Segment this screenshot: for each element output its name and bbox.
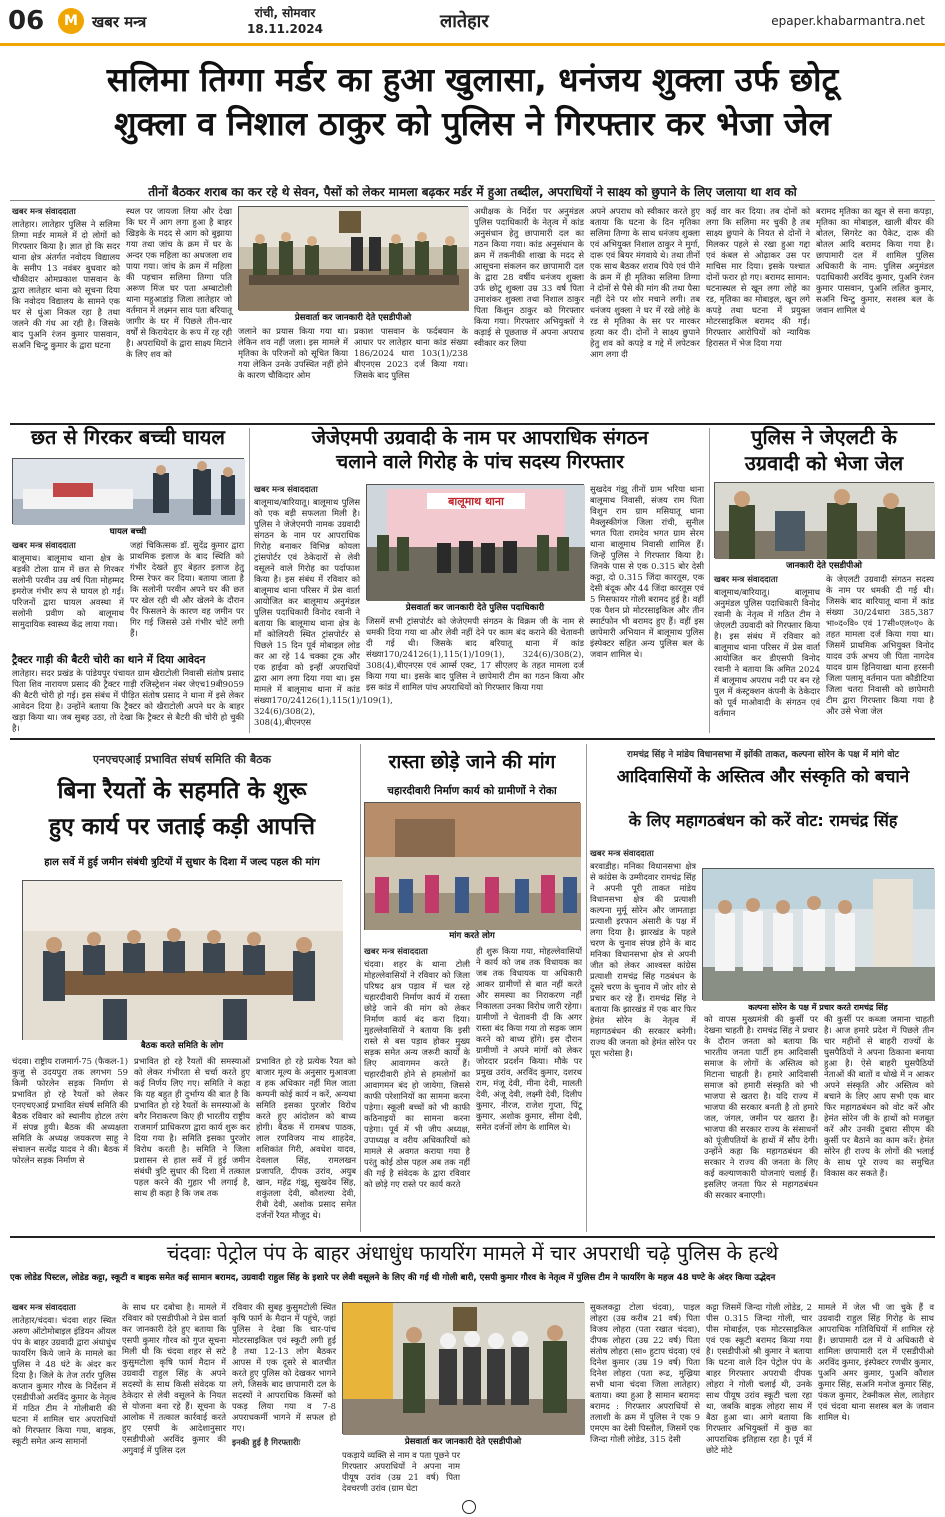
girl-text-2: जहां चिकित्सक डॉ. सुदेंद्र कुमार द्वारा प्राथमिक इलाज के बाद स्थिति को गंभीर देखते हुए बेहतर इलाज हेतु रिम्स रेफर कर दिया। बताया जाता है कि सलोनी परवीन अपने घर की छत पर खेल रही थी और खेलने के दौरान पैर फिसलने के कारण वह जमीन पर गिर गई जिससे उसे गंभीर चोटें लगी हैं। — [130, 540, 244, 638]
road-column-2 — [476, 946, 582, 1232]
lead-column-4 — [354, 326, 468, 420]
girl-photo — [12, 458, 244, 524]
lead-photo — [238, 206, 468, 310]
nhai-kicker: एनएचएआई प्रभावित संघर्ष समिति की बैठक — [93, 753, 271, 766]
villagers-protest-image — [365, 803, 581, 931]
firing-text-6: कट्टा जिसमें जिन्दा गोली लोडेड, 2 पीस 0.315 जिन्दा गोली, चार पीस मोबाईल, एक मोटरसाइकिल एवं एक स्कूटी बरामद किया गया है। एसडीपीओ श्री कुमार ने बताया कि घटना वाले दिन पेट्रोल पंप के बाहर गिरफ्तार अपराधी दीपक लोहरा ने गोली चलाई थी, उनके साथ पीयूष उरांव स्कूटी चला रहा था, जबकि बाइक लोहरा साथ में बैठा हुआ था। आगे बताया कि गिरफ्तार अभियुक्तों में कुछ का आपराधिक इतिहास रहा है। पूर्व में छोटे मोटे — [706, 1302, 812, 1455]
nhai-subhead: हाल सर्वे में हुई जमीन संबंधी त्रुटियों में सुधार के दिशा में जल्द पहल की मांग — [44, 857, 320, 868]
tribal-kicker: रामचंद्र सिंह ने मांडेय विधानसभा में झोंकी ताकत, कल्पना सोरेन के पक्ष में मांगे वोट — [626, 750, 900, 760]
press-conference-image — [239, 207, 469, 311]
station-sign: बालूमाथ थाना — [448, 495, 504, 508]
tractor-story-headline: ट्रैक्टर गाड़ी की बैटरी चोरी का थाने में दिया आवेदन — [12, 654, 206, 666]
column-rule — [249, 428, 250, 733]
meeting-image — [23, 881, 343, 1041]
tribal-text-2: को वापस मुख्यमंत्री की कुर्सी पर देखना चाहती है। रामचंद्र सिंह ने प्रचार के दौरान जनता को बताया कि भारतीय जनता पार्टी हम आदिवासी समाज के लोगों के अस्तित्व को मिटाना चाहती है। हमारे आदिवासी समाज को हमारी संस्कृति को भी भाजपा से खतरा है। यदि राज्य में भाजपा की सरकार बनती है तो हमारे जल, जंगल, जमीन पर खतरा है। भाजपा की सरकार राज्य के संसाधनों को पूंजीपतियों के हाथों में सौंप देगी। उन्होंने कहा कि महागठबंधन की सरकार ने राज्य की जनता के लिए कई कल्याणकारी योजनाएं चलाई हैं। इसलिए जनता फिर से महागठबंधन की सरकार बनाएगी। — [704, 1014, 818, 1200]
road-text-1: चंदवा। शहर के थाना टोली मोहल्लेवासियों ने रविवार को जिला परिषद क्षत्र पड़ाव में चल रहे चहारदीवारी निर्माण कार्य में रास्ता छोड़े जाने की मांग को लेकर निर्माण कार्य बंद करा दिया। मुहल्लेवासियों ने बताया कि इसी रास्ते से बस पड़ाव होकर मुख्य सड़क समेत अन्य जरूरी कार्यों के लिए आवागमन करते हैं। चहारदीवारी होने से हमलोगों का आवागमन बंद हो जायेगा, जिससे काफी परेशानियों का सामना करना पड़ेगा। स्कूली बच्चों को भी काफी कठिनाइयों का सामना करना पड़ेगा। पूर्व में भी जीप अध्यक्ष, उपाध्यक्ष व वरीय अधिकारियों को मामले से अवगत कराया गया है परंतु कोई ठोस पहल अब तक नहीं की गई है संवेदक के द्वारा रविवार को छोड़े गए रास्ते पर कार्य करते — [364, 959, 470, 1189]
arrested-accused-image — [343, 1303, 585, 1435]
tribal-column-1 — [590, 848, 697, 1058]
divider — [10, 1236, 935, 1238]
jjmp-column-1 — [254, 484, 393, 734]
registration-mark-icon — [462, 1500, 476, 1514]
girl-byline: खबर मन्त्र संवाददाता — [12, 540, 76, 550]
lead-headline-2: शुक्ला व निशाल ठाकुर को पुलिस ने गिरफ्तार कर भेजा जेल — [114, 104, 831, 143]
lead-column-2 — [126, 206, 232, 420]
firing-column-7 — [818, 1302, 934, 1502]
road-photo — [364, 802, 580, 930]
lead-text-7: कई वार कर दिया। तब दोनों को लगा कि सलिमा मर चुकी है तब साक्ष्य छुपाने के नियत से दोनों ने मिलकर पहले से रखा हुआ गद्दा एवं कंबल से ओढ़ाकर उस पर माचिस मार दिया। इसके पश्चात दोनों फरार हो गए। बरामद सामान: घटनास्थल से खून लगा लोहे का रड, मृतिका का मोबाइल, खून लगे कपड़े तथा घटना में प्रयुक्त मोटरसाइकिल बरामद की गई। गिरफ्तार आरोपियों को न्यायिक हिरासत में भेज दिया गया — [706, 206, 810, 348]
road-column-1 — [364, 946, 470, 1232]
jjmp-text-2: जिसमें सभी ट्रांसपोर्टर को जेजेएमपी संगठन के विक्रम जी के नाम से धमकी दिया गया था और लेवी नहीं देने पर काम बंद कराने की चेतावनी दी गई थी। जिसके बाद बरियातू थाना में कांड संख्या170/24126(1),115(1)/109(1), 324(6)/308(2), 308(4),बीएनएस एवं आर्म्स एक्ट, 17 सीएलए के तहत मामला दर्ज किया गया था। इसके बाद पुलिस ने छापेमारी टीम का गठन किया और इस कांड में शामिल पांच अपराधियों को गिरफ्तार किया गया — [366, 616, 584, 692]
jjmp-text-3: सुखदेव गंझू तीनों ग्राम भरिया थाना बालूमाथ निवासी, संजय राम पिता विशुन राम ग्राम मसियातू थाना मैक्लुस्कीगंज जिला रांची, सुनील भगत पिता रामदेव भगत ग्राम सेरम थाना बालूमाथ निवासी शामिल हैं। जिन्हें पुलिस ने गिरफ्तार किया है। जिनके पास से एक 0.315 बोर देसी कट्टा, दो 0.315 जिंदा कारतूस, एक देसी बंदूक और 44 जिंदा कारतूस एवं 5 मिसफायर गोली बरामद हुई है। वहीं एक पैशन प्रो मोटरसाइकिल और तीन स्मार्टफोन भी बरामद हुए हैं। वहीं इस छापेमारी अभियान में बालूमाथ पुलिस इंस्पेक्टर सहित अन्य पुलिस बल के जवान शामिल थे। — [590, 484, 704, 659]
firing-text-7: मामले में जेल भी जा चुके हैं व उग्रवादी राहुल सिंह गिरोह के साथ आपराधिक गतिविधियों में शामिल रहे हैं। छापामारी दल में ये अधिकारी थे शामिलः छापामारी दल में एसडीपीओ अरविंद कुमार, इंस्पेक्टर रणधीर कुमार, पुअनि अमर कुमार, पुअनि कौशल कुमार सिंह, सअनि मनोज कुमार सिंह, पंकज कुमार, टेक्नीकल सेल, लातेहार एवं चंदवा थाना सशस्त्र बल के जवान शामिल थे। — [818, 1302, 934, 1422]
section-name: लातेहार — [440, 11, 489, 32]
firing-subhead: एक लोडेड पिस्टल, लोडेड कट्टा, स्कूटी व बाइक समेत कई सामान बरामद, उग्रवादी राहुल सिंह के इशारे पर लेवी वसूलने के लिए की गई थी गोली बारी, एसपी कुमार गौरव के नेतृत्व में पुलिस टीम ने फायरिंग के महज 48 घण्टे के अंदर किया उद्भेदन — [10, 1273, 776, 1283]
jlt-byline: खबर मन्त्र संवाददाता — [714, 574, 778, 584]
firing-sub-heading: इनकी हुई है गिरफ्तारीः — [232, 1437, 301, 1447]
lead-text-4: प्रकाश पासवान के फर्दबयान के आधार पर लातेहार थाना कांड संख्या 186/2024 धारा 103(1)/238 बीएनएस 2023 दर्ज किया गया। जिसके बाद पुलिस — [354, 326, 468, 380]
nhai-photo-caption: बैठक करते समिति के लोग — [22, 1040, 342, 1052]
jlt-column-2 — [826, 574, 934, 734]
firing-text-3: रविवार की सुबह कुसुमटोली स्थित कृषि फार्म के मैदान में पहुंचे, जहां पुलिस ने देखा कि चार-पांच मोटरसाइकिल एवं स्कूटी लगी हुई है तथा 12-13 लोग बैठकर आपस में एक दूसरे से बातचीत करते हुए पुलिस को देखकर भागने लगे, जिसके बाद छापामारी दल के सदस्यों ने आपराधिक किस्मों को पकड़ लिया गया व 7-8 अपराधकर्मी भागने में सफल हो गए। — [232, 1302, 336, 1433]
divider — [10, 200, 935, 201]
tribal-column-3 — [824, 1014, 934, 1232]
column-rule — [586, 744, 587, 1232]
jjmp-column-3 — [590, 484, 704, 734]
city-day: रांची, सोमवार — [254, 6, 316, 20]
tribal-text-1: बरवाडीह। मनिका विधानसभा क्षेत्र से कांग्रेस के उम्मीदवार रामचंद्र सिंह ने अपनी पूरी ताकत मांडेय विधानसभा क्षेत्र की प्रत्याशी कल्पना मुर्मू सोरेन और जामताड़ा प्रत्याशी इरफान अंसारी के पक्ष में लगा दिया है। झारखंड के पहले चरण के चुनाव संपन्न होने के बाद मनिका विधानसभा क्षेत्र से अपनी जीत को लेकर आश्वस्त कांग्रेस प्रत्याशी रामचंद्र सिंह गठबंधन के दूसरे चरण के चुनाव में जोर शोर से प्रचार कर रहे हैं। रामचंद्र सिंह ने बताया कि झारखंड में एक बार फिर हेमंत सोरेन के नेतृत्व में महागठबंधन की सरकार बनेगी। राज्य की जनता को हेमंत सोरेन पर पूरा भरोसा है। — [590, 861, 697, 1058]
girl-story-headline: छत से गिरकर बच्ची घायल — [31, 425, 225, 449]
firing-byline: खबर मन्त्र संवाददाता — [12, 1302, 76, 1312]
date-block — [235, 5, 335, 37]
tractor-text: लातेहार। सदर प्रखंड के पांडेयपुर पंचायत ग्राम खैराटोली निवासी संतोष प्रसाद पिता शिव नारायण प्रसाद की ट्रैक्टर गाड़ी रजिस्ट्रेशन नंबर जेएच19बी9059 की बैटरी चोरी हो गई। इस संबंध में पीड़ित संतोष प्रसाद ने थाना में इसे लेकर आवेदन दिया है। उन्होंने बताया कि ट्रैक्टर को खैराटोली अपने घर के बाहर खड़ा किया था। जब सुबह उठा, तो देखा कि ट्रैक्टर से बैटरी की चोरी हो चुकी है। — [12, 668, 244, 733]
hospital-image — [13, 459, 245, 525]
girl-column-1 — [12, 540, 124, 652]
firing-column-4 — [342, 1450, 460, 1502]
lead-column-7 — [706, 206, 810, 420]
lead-headline-1: सलिमा तिग्गा मर्डर का हुआ खुलासा, धनंजय शुक्ला उर्फ छोटू — [106, 60, 839, 99]
lead-text-3: जलाने का प्रयास किया गया था। लेकिन शव नहीं जला। इस मामले में मृतिका के परिजनों को सूचित किया गया लेकिन उनके उपस्थित नहीं होने के कारण चौकिदार ओम — [238, 326, 348, 380]
nhai-photo — [22, 880, 342, 1040]
lead-text-8: बरामद मृतिका का खून से सना कपड़ा, मृतिका का मोबाइल, खाली बीयर की बोतल, सिगरेट का पैकेट, दारू की बोतल आदि बरामद किया गया है। छापामारी दल में शामिल पुलिस अधिकारी के नाम: पुलिस अनुमंडल पदाधिकारी अरविंद कुमार, पुअनि रंजन कुमार पासवान, पुअनि ललित कुमार, सअनि चिन्टु कुमार, सशस्त्र बल के जवान शामिल थे — [816, 206, 934, 315]
lead-byline: खबर मन्त्र संवाददाता — [12, 206, 76, 216]
press-meet-image — [715, 483, 935, 559]
nhai-column-3 — [256, 1056, 356, 1232]
jjmp-column-2 — [366, 616, 584, 734]
tribal-byline: खबर मन्त्र संवाददाता — [590, 848, 654, 858]
nhai-column-2 — [134, 1056, 250, 1232]
jjmp-headline-2: चलाने वाले गिरोह के पांच सदस्य गिरफ्तार — [336, 451, 624, 473]
site-link[interactable]: epaper.khabarmantra.net — [771, 14, 925, 28]
lead-text-2: स्थल पर जायजा लिया और देखा कि घर में आग लगा हुआ है बाहर खिड़के के मदद से आग को बुझाया गया तथा जांच के क्रम में घर के अन्दर एक महिला का अधजला शव पाया गया। जांच के क्रम में महिला की पहचान सलिमा तिग्गा पति अरूण मिंज घर पता अम्बाटोली थाना महुआडांड़ जिला लातेहार जो वर्तमान में लक्ष्मन साव पता बरियातू जागीर के घर में पिछले तीन-चार वर्षों से किरायेदार के रूप में रह रही है। अपराधियों के द्वारा साक्ष्य मिटाने के लिए शव को — [126, 206, 232, 359]
lead-column-3 — [238, 326, 348, 420]
jlt-headline-2: उग्रवादी को भेजा जेल — [744, 451, 904, 475]
firing-headline: चंदवाः पेट्रोल पंप के बाहर अंधाधुंध फायरिंग मामले में चार अपराधी चढ़े पुलिस के हत्थे — [166, 1241, 779, 1265]
lead-text-6: अपने अपराध को स्वीकार करते हुए बताया कि घटना के दिन मृतिका सलिमा तिग्गा के साथ धनंजय शुक्ला एवं अभियुक्त निशाल ठाकुर ने मुर्गा, दारू एवं बियर मंगवाये थे। तथा तीनों एक साथ बैठकर शराब पिये एवं पीने के क्रम में ही मृतिका सलिमा तिग्गा ने दोनों से पैसे की मांग की तथा पैसा नहीं देने पर शोर मचाने लगी। तब धनंजय शुक्ला ने घर में रखे लोहे के रड से मृतिका के सर पर मारकर हत्या कर दी। दोनों ने साक्ष्य छुपाने हेतु शव को कपड़े व गद्दे में लपेटकर आग लगा दी — [590, 206, 700, 359]
girl-column-2 — [130, 540, 244, 652]
tribal-photo-caption: कल्पना सोरेन के पक्ष में प्रचार करते रामचंद्र सिंह — [702, 1002, 934, 1014]
campaign-image — [703, 869, 935, 1001]
tribal-photo — [702, 868, 934, 1000]
jjmp-photo-caption: प्रेसवार्ता कर जानकारी देते पुलिस पदाधिकारी — [366, 602, 584, 614]
road-text-2: ही शुरू किया गया, मोहल्लेवासियों ने कार्य को जब तक विधायक का जब तक विधायक या अधिकारी आकर ग्रामीणों से बात नहीं करते और समस्या का निराकरण नहीं निकालता उनका विरोध जारी रहेगा। ग्रामीणों ने चेतावनी दी कि अगर रास्ता बंद किया गया तो सड़क जाम करने को बाध्य होंगे। इस दौरान ग्रामीणों ने अपने मांगों को लेकर जोरदार प्रदर्शन किया। मौके पर प्रमुख उरांव, अरविंद कुमार, दशरथ राम, मंजू देवी, मीना देवी, मालती देवी, अंजू देवी, लक्ष्मी देवी, दिलीप कुमार, नीरज, राजेश गुप्ता, पिंटू कुमार, अशोक कुमार, सीमा देवी, समेत दर्जनों लोग के शामिल थे। — [476, 946, 583, 1132]
tribal-headline-1: आदिवासियों के अस्तित्व और संस्कृति को बचाने — [616, 767, 910, 787]
masthead — [0, 0, 945, 46]
lead-text-1: लातेहार। लातेहार पुलिस ने सलिमा तिग्गा मर्डर मामले में दो लोगों को गिरफ्तार किया है। ज्ञात हो कि सदर थाना क्षेत्र अंतर्गत नवोदय विद्यालय के समीप 13 नवंबर बुधवार को चौकीदार ओमप्रकाश पासवान के द्वारा लातेहार थाना को सूचना दिया कि नवोदय विद्यालय के सामने एक घर से धुंआ निकल रहा है तथा जलने की गंध आ रही है। जिसके बाद पुअनि रंजन कुमार पासवान, सअनि चिन्टु कुमार के द्वारा घटना — [12, 219, 120, 350]
brand-name: खबर मन्त्र — [92, 13, 147, 31]
divider — [10, 738, 935, 740]
nhai-text-1: चंदवा। राष्ट्रीय राजमार्ग-75 (फैकल-1) कुजु से उदयपुरा तक लगभग 59 किमी फोरलेन सड़क निर्माण से प्रभावित हो रहे रैयतों को लेकर एनएचएआई प्रभावित संघर्ष समिति की बैठक रविवार को स्थानीय होटल तरंग में संपन्न हुयी। बैठक की अध्यक्षता समिति के अध्यक्ष जयकरण साहू ने संचालन सत्येंद्र यादव ने की। बैठक में फोरलेन सड़क निर्माण से — [12, 1056, 128, 1165]
firing-column-6 — [706, 1302, 812, 1502]
jjmp-photo — [366, 484, 584, 600]
jlt-photo — [714, 482, 934, 558]
firing-column-2 — [122, 1302, 226, 1502]
firing-column-5 — [590, 1302, 700, 1502]
brand-logo-icon: M — [58, 8, 84, 34]
girl-text-1: बालूमाथ। बालूमाथ थाना क्षेत्र के बड़की टोला ग्राम में छत से गिरकर सलोनी परवीन उम्र वर्ष पिता मोहम्मद इमरोज गंभीर रूप से घायल हो गई। परिजनों द्वारा घायल अवस्था में सलोनी प्रवीण को बालूमाथ सामुदायिक स्वास्थ्य केंद्र लाया गया। — [12, 553, 124, 629]
tractor-column — [12, 668, 244, 732]
lead-photo-caption: प्रेसवार्ता कर जानकारी देते एसडीपीओ — [238, 312, 468, 324]
lead-column-8 — [816, 206, 934, 420]
firing-photo — [342, 1302, 584, 1434]
road-subhead: चहारदीवारी निर्माण कार्य को ग्रामीणों ने रोका — [387, 785, 557, 797]
girl-photo-caption: घायल बच्ची — [12, 526, 244, 538]
nhai-text-3: प्रभावित हो रहे प्रत्येक रैयत को बाजार मूल्य के अनुसार मुआवजा व हक अधिकार नहीं मिल जाता कम्पनी कोई कार्य न करें, अन्यथा समिति इसका पुरजोर विरोध करते हुए आंदोलन को बाध्य होगी। बैठक में रामबध पाठक, लाल रणविजय नाथ शाहदेव, शशिकांत गिरी, अवधेश यादव, देवलाल सिंह, रामलखन प्रजापति, दीपक उरांव, अयुब खान, महेंद्र गंझू, सुखदेव सिंह, शकुंतला देवी, कौशल्या देवी, रीबी देवी, अशोक प्रसाद समेत दर्जनों रैयत मौजूद थे। — [256, 1056, 356, 1220]
road-headline: रास्ता छोड़े जाने की मांग — [388, 751, 556, 773]
firing-photo-caption: प्रेसवार्ता कर जानकारी देते एसडीपीओ — [342, 1436, 584, 1448]
road-photo-caption: मांग करते लोग — [364, 930, 580, 942]
firing-text-5: सुकलकट्ठा टोला चंदवा), पाइल लोहरा (उम्र करीब 21 वर्ष) पिता विजय लोहरा (पता रखात चंदवा), दीपक लोहरा (उम्र 22 वर्ष) पिता संतोष लोहरा (सा० हुटाप चंदवा) एवं दिनेश कुमार (उम्र 19 वर्ष) पिता दिनेश लोहरा (पता रूढ, मुख्रिया सभी थाना चंदवा जिला लातेहार) बताया। क्या हुआ है सामान बरामदः बरामद : गिरफ्तार अपराधियों से तलाशी के क्रम में पुलिस ने एक 9 एमएम का देसी पिस्तौल, जिसमें एक जिन्दा गोली लोडेड, 315 देसी — [590, 1302, 700, 1444]
lead-column-1 — [12, 206, 120, 420]
firing-column-3 — [232, 1302, 336, 1502]
firing-text-2: के साथ धर दबोचा है। मामले में रविवार को एसडीपीओ ने प्रेस वार्ता कर जानकारी देते हुए बताया कि एसपी कुमार गौरव को गुप्त सूचना मिली थी कि चंदवा शहर से सटे कुसुमटोला कृषि फार्म मैदान में उग्रवादी राहुल सिंह के अपने सदस्यों के साथ किसी संवेदक या ठेकेदार से लेवी वसूलने के नियत से योजना बना रहे हैं। सूचना के आलोक में तत्काल कार्रवाई करते हुए एसपी के आदेशानुसार एसडीपीओ अरविंद कुमार की अगुवाई में पुलिस दल — [122, 1302, 226, 1455]
lead-subhead: तीनों बैठकर शराब का कर रहे थे सेवन, पैसों को लेकर मामला बढ़कर मर्डर में हुआ तब्दील, अपराधियों ने साक्ष्य को छुपाने के लिए जलाया था शव को — [148, 185, 797, 199]
lead-text-5: अधीक्षक के निर्देश पर अनुमंडल पुलिस पदाधिकारी के नेतृत्व में कांड अनुसंधान हेतु छापामारी दल का गठन किया गया। कांड अनुसंधान के क्रम में तकनीकी शाखा के मदद से आसूचना संकलन कर छापामारी दल के द्वारा 28 वर्षीय धनंजय शुक्ला उर्फ छोटू शुक्ला उम्र 33 वर्ष पिता उमाशंकर शुक्ला तथा निशाल ठाकुर पिता किशुन ठाकुर को गिरफ्तार किया गया। गिरफ्तार अभियुक्तों ने कड़ाई से पूछताछ में अपना अपराध स्वीकार कर लिया — [474, 206, 584, 348]
jlt-photo-caption: जानकारी देते एसडीपीओ — [714, 560, 934, 572]
tribal-text-3: की कुर्सी पर कब्जा जमाना चाहती है। आज हमारे प्रदेश में पिछले तीन चार महीनों से बाहरी राज्यों के घुसपैठियों ने अपना ठिकाना बनाया हुआ है। ऐसे बाहरी घुसपैठियों नेताओं की बातों व धोखे में न आकर अपने संस्कृति और अस्तित्व को बचाने के लिए आप सभी एक बार फिर महागठबंधन को वोट करें और हेमंत सोरेन जी के हाथों को मजबूत करें और उनकी दुबारा सीएम की कुर्सी पर बैठाने का काम करें। हेमंत सोरेन ही राज्य के लोगों की भलाई के साथ पूरे राज्य का समुचित विकास कर सकते हैं। — [824, 1014, 934, 1178]
jjmp-byline: खबर मन्त्र संवाददाता — [254, 484, 318, 494]
tribal-column-2 — [704, 1014, 818, 1232]
jjmp-headline-1: जेजेएमपी उग्रवादी के नाम पर आपराधिक संगठन — [311, 427, 649, 449]
tribal-headline-2: के लिए महागठबंधन को करें वोट: रामचंद्र सिंह — [628, 811, 898, 830]
jlt-column-1 — [714, 574, 820, 734]
page-number: 06 — [8, 6, 45, 36]
column-rule — [360, 744, 361, 1232]
nhai-headline-1: बिना रैयतों के सहमति के शुरू — [57, 778, 307, 804]
road-byline: खबर मन्त्र संवाददाता — [364, 946, 428, 956]
lead-column-5 — [474, 206, 584, 420]
nhai-column-1 — [12, 1056, 128, 1232]
nhai-text-2: प्रभावित हो रहे रैयतों की समस्याओं को लेकर गंभीरता से चर्चा करते हुए कई निर्णय लिए गए। समिति ने कहा कि यह बहुत ही दुर्भाग्य की बात है कि प्रभावित हो रहे रैयतों के समस्याओं के बगैर निराकरण किए ही भारतीय राष्ट्रीय राजमार्ग प्राधिकरण द्वारा कार्य शुरू कर दिया गया है। समिति इसका पुरजोर विरोध करती है। समिति ने जिला प्रशासन से हाल सर्वे में हुई जमीन संबंधी त्रुटि सुधार की दिशा में तत्काल पहल करने की गुहार भी लगाई है, साथ ही कहा है कि जब तक — [134, 1056, 250, 1198]
jlt-text-2: के जेएलटी उग्रवादी संगठन सदस्य के नाम पर धमकी दी गई थी। जिसके बाद बारियातू थाना में कांड संख्या 30/24धारा 385,387 भा०द०वि० एवं 17सी०एल०ए० के तहत मामला दर्ज किया गया था। जिसमें प्राथमिक अभियुक्त विनोद यादव उर्फ अभय जी पिता नागदेव यादव ग्राम हिनियाखा थाना हरसनी जिला पलामू वर्तमान पता कौडीटिया जिला चतरा निवासी को छापेमारी टीम द्वारा गिरफ्तार किया गया है और उसे भेजा जेल — [826, 574, 934, 716]
firing-text-1: लातेहार/चंदवा। चंदवा शहर स्थित अरुण ऑटोमोबाइल इंडियन ऑयल पंप के बाहर उग्रवादी द्वारा अंधाधुंध फायरिंग किये जाने के मामले का पुलिस ने 48 घंटे के अंदर कर दिया है। जिले के तेज तर्रार पुलिस कप्तान कुमार गौरव के निर्देशन में एसडीपीओ अरविंद कुमार के नेतृत्व में गठित टीम ने गोलीबारी की घटना में शामिल चार अपराधियों को गिरफ्तार किया गया, बाइक, स्कूटी समेत अन्य सामानों — [12, 1315, 116, 1446]
jlt-text-1: बालूमाथ/बारियातू। बालूमाथ अनुमंडल पुलिस पदाधिकारी विनोद रवानी के नेतृत्व में गठित टीम ने जेएलटी उग्रवादी को गिरफ्तार किया है। इस संबंध में रविवार को बालूमाथ थाना परिसर में प्रेस वार्ता आयोजित कर डीएसपी विनोद रवानी ने बताया कि अमित 2024 में बालूमाथ अपराध नदी पर बन रहे पुल में कंस्ट्रक्शन कंपनी के ठेकेदार को पूर्व माओवादी के संगठन एवं वर्तमान — [714, 587, 820, 718]
firing-column-1 — [12, 1302, 116, 1502]
jlt-headline-1: पुलिस ने जेएलटी के — [751, 425, 897, 449]
firing-text-4: पकड़ाये व्यक्ति से नाम व पता पूछने पर गिरफ्तार अपराधियों ने अपना नाम पीयूष उरांव (उम्र 21 वर्ष) पिता देवचरणी उरांव (ग्राम घेटा — [342, 1450, 460, 1493]
column-rule — [709, 428, 710, 733]
lead-column-6 — [590, 206, 700, 420]
jjmp-text-1: बालूमाथ/बारियातू। बालूमाथ पुलिस को एक बड़ी सफलता मिली है। पुलिस ने जेजेएमपी नामक उग्रवादी संगठन के नाम पर आपराधिक गिरोह बनाकर विभिन्न कोयला ट्रांसपोर्टर एवं ठेकेदारों से लेवी वसूलने वाले गिरोह का पर्दाफाश किया है। इस संबंध में रविवार को बालूमाथ थाना परिसर में प्रेस वार्ता आयोजित कर बालूमाथ अनुमंडल पुलिस पदाधिकारी विनोद रवानी ने बताया कि बालूमाथ थाना क्षेत्र के माँ कोलियरी स्थित ट्रांसपोर्टर से पिछले 15 दिन पूर्व मोबाइल लोड कर आ रहे 14 चक्का ट्रक और एक हाईवा को इन्हीं अपराधियों द्वारा आग लगा दिया गया था। इस मामले में बालूमाथ थाना में कांड संख्या170/24126(1),115(1)/109(1), 324(6)/308(2), 308(4),बीएनएस — [254, 497, 393, 727]
nhai-headline-2: हुए कार्य पर जताई कड़ी आपत्ति — [48, 814, 316, 840]
issue-date: 18.11.2024 — [247, 22, 323, 36]
